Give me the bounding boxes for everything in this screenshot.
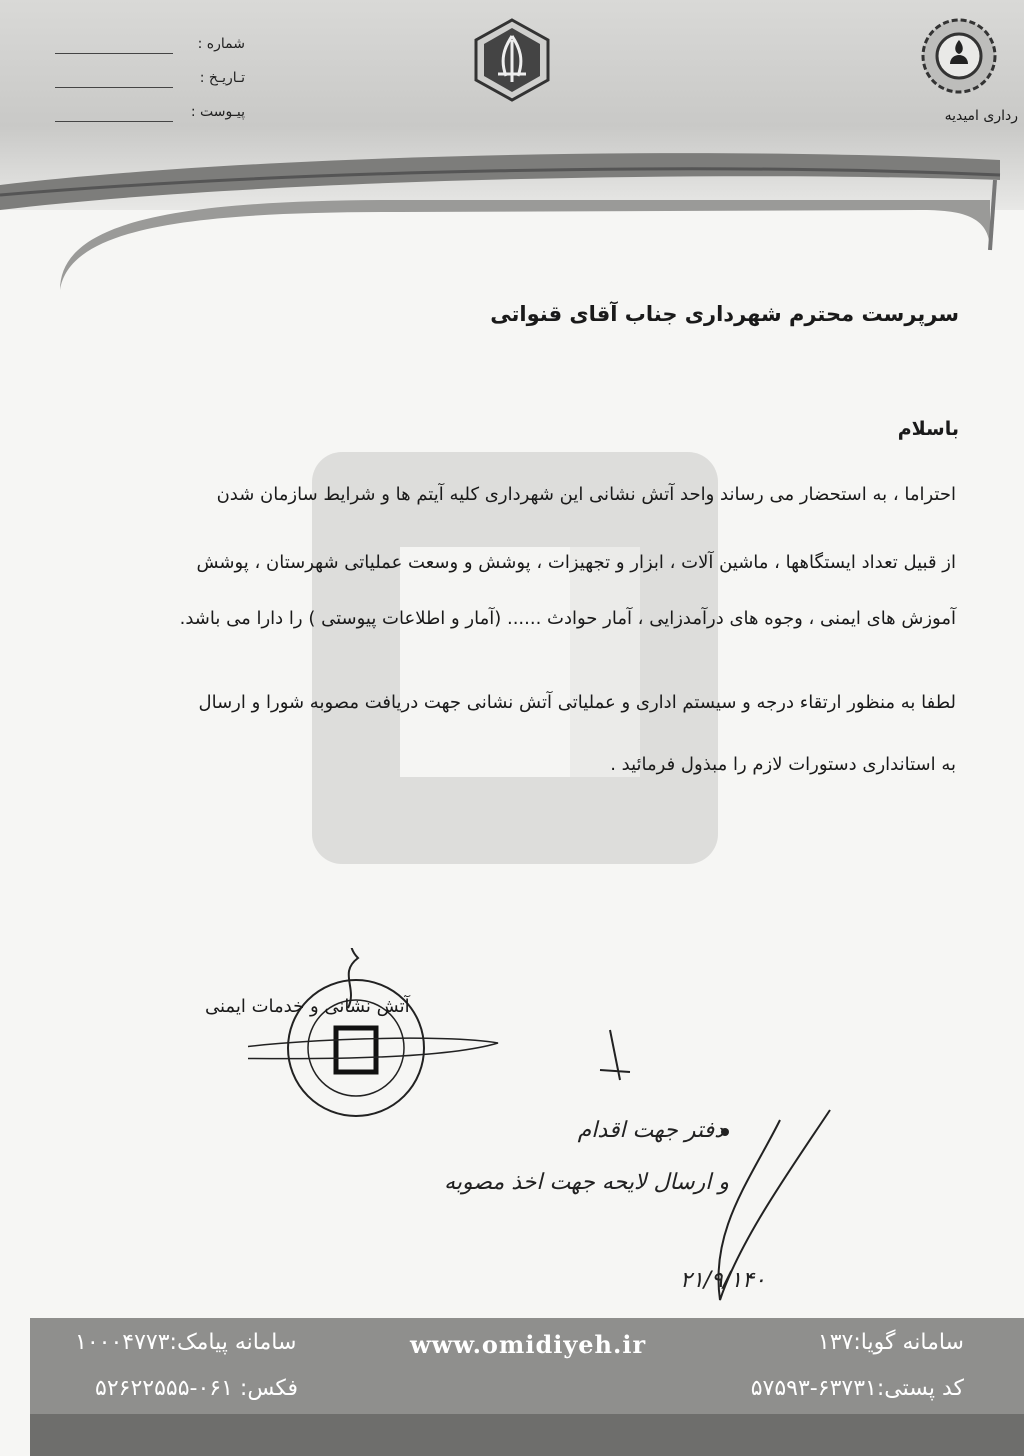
handwritten-annotation	[380, 1000, 840, 1320]
letterhead-swoosh	[0, 100, 1024, 300]
signature-title: آتش نشانی و خدمات ایمنی	[205, 996, 410, 1017]
handwritten-line-1: دفتر جهت اقدام	[577, 1118, 724, 1143]
municipality-logo-icon	[918, 12, 1000, 104]
footer-sms: سامانه پیامک:۱۰۰۰۴۷۷۳	[75, 1330, 297, 1355]
watermark-logo	[312, 452, 718, 864]
attachment-field: پیـوست :	[55, 104, 245, 128]
date-field: تـاریـخ :	[55, 70, 245, 94]
salutation: باسلام	[897, 418, 959, 440]
handwritten-date: ۲۱/۹/۱۴۰	[680, 1268, 766, 1293]
body-line-4: لطفا به منظور ارتقاء درجه و سیستم اداری و عملیاتی آتش نشانی جهت دریافت مصوبه شورا و ارسال	[198, 692, 956, 713]
footer-fax: فکس: ۰۶۱-۵۲۶۲۲۵۵۵	[95, 1376, 299, 1401]
footer-strip	[30, 1414, 1024, 1456]
body-line-2: از قبیل تعداد ایستگاهها ، ماشین آلات ، ابزار و تجهیزات ، پوشش و وسعت عملیاتی شهرستان ، پوشش	[196, 552, 956, 573]
footer-gooya: سامانه گویا:۱۳۷	[817, 1330, 964, 1355]
body-line-5: به استانداری دستورات لازم را مبذول فرمائید .	[610, 754, 956, 775]
body-line-3: آموزش های ایمنی ، وجوه های درآمدزایی ، آمار حوادث ...... (آمار و اطلاعات پیوستی ) را دارا می باشد.	[179, 608, 956, 629]
logo-caption: رداری امیدیه	[944, 108, 1018, 124]
handwritten-line-2: و ارسال لایحه جهت اخذ مصوبه	[444, 1170, 729, 1195]
iran-emblem-icon	[470, 18, 554, 102]
body-line-1: احتراما ، به استحضار می رساند واحد آتش نشانی این شهرداری کلیه آیتم ها و شرایط سازمان شدن	[216, 484, 956, 505]
recipient-line: سرپرست محترم شهرداری جناب آقای قنواتی	[490, 302, 959, 326]
footer-website: www.omidiyeh.ir	[410, 1330, 647, 1359]
number-field: شماره :	[55, 36, 245, 60]
footer-postal-code: کد پستی:۶۳۷۳۱-۵۷۵۹۳	[750, 1376, 964, 1401]
